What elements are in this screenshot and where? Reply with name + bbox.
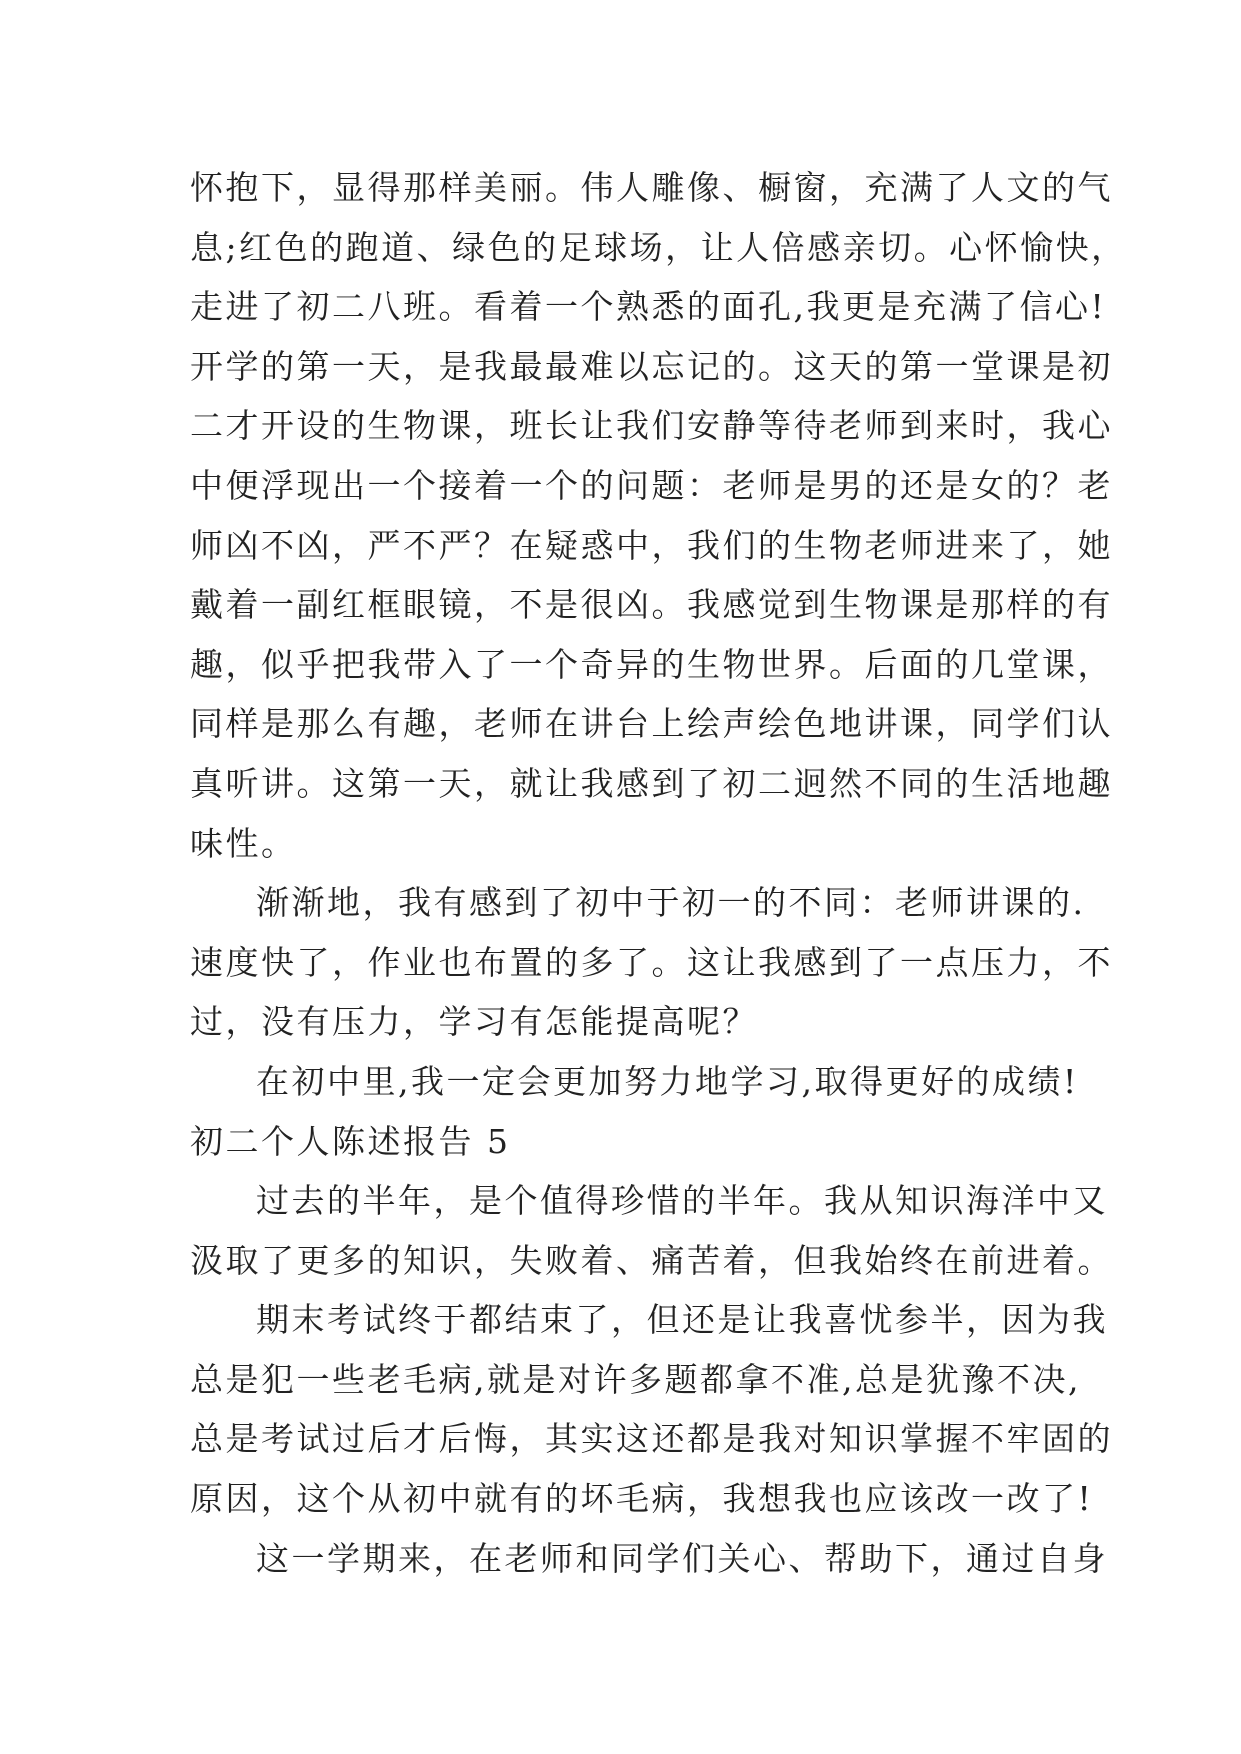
paragraph-first-line: 这一学期来，在老师和同学们关心、帮助下，通过自身 — [256, 1538, 1108, 1578]
text-line: 总是犯一些老毛病,就是对许多题都拿不准,总是犹豫不决, — [190, 1359, 1081, 1399]
document-body — [190, 158, 1127, 1588]
text-line: 中便浮现出一个接着一个的问题：老师是男的还是女的？老 — [190, 465, 1113, 505]
text-line: 开学的第一天，是我最最难以忘记的。这天的第一堂课是初 — [190, 346, 1113, 386]
text-line: 初二个人陈述报告 5 — [190, 1121, 511, 1161]
paragraph-first-line: 过去的半年，是个值得珍惜的半年。我从知识海洋中又 — [256, 1181, 1108, 1221]
text-line: 戴着一副红框眼镜，不是很凶。我感觉到生物课是那样的有 — [190, 585, 1113, 625]
text-line: 汲取了更多的知识，失败着、痛苦着，但我始终在前进着。 — [190, 1240, 1113, 1280]
text-line: 师凶不凶，严不严？在疑惑中，我们的生物老师进来了，她 — [190, 525, 1113, 565]
text-line: 原因，这个从初中就有的坏毛病，我想我也应该改一改了! — [190, 1479, 1094, 1519]
text-line: 总是考试过后才后悔，其实这还都是我对知识掌握不牢固的 — [190, 1419, 1113, 1459]
paragraph-first-line: 渐渐地，我有感到了初中于初一的不同：老师讲课的. — [256, 883, 1086, 923]
text-line: 怀抱下，显得那样美丽。伟人雕像、橱窗，充满了人文的气 — [190, 168, 1113, 207]
text-line: 息;红色的跑道、绿色的足球场，让人倍感亲切。心怀愉快， — [190, 227, 1127, 267]
paragraph-first-line: 期末考试终于都结束了，但还是让我喜忧参半，因为我 — [256, 1300, 1108, 1340]
text-line: 走进了初二八班。看着一个熟悉的面孔,我更是充满了信心! — [190, 287, 1107, 327]
text-line: 趣，似乎把我带入了一个奇异的生物世界。后面的几堂课， — [190, 644, 1113, 684]
text-line: 味性。 — [190, 823, 297, 863]
text-line: 二才开设的生物课，班长让我们安静等待老师到来时，我心 — [190, 406, 1113, 446]
text-line: 过，没有压力，学习有怎能提高呢？ — [190, 1002, 758, 1042]
text-line: 速度快了，作业也布置的多了。这让我感到了一点压力，不 — [190, 942, 1113, 982]
text-line: 同样是那么有趣，老师在讲台上绘声绘色地讲课，同学们认 — [190, 704, 1113, 744]
text-line: 真听讲。这第一天，就让我感到了初二迥然不同的生活地趣 — [190, 763, 1113, 803]
paragraph-first-line: 在初中里,我一定会更加努力地学习,取得更好的成绩! — [256, 1061, 1079, 1101]
